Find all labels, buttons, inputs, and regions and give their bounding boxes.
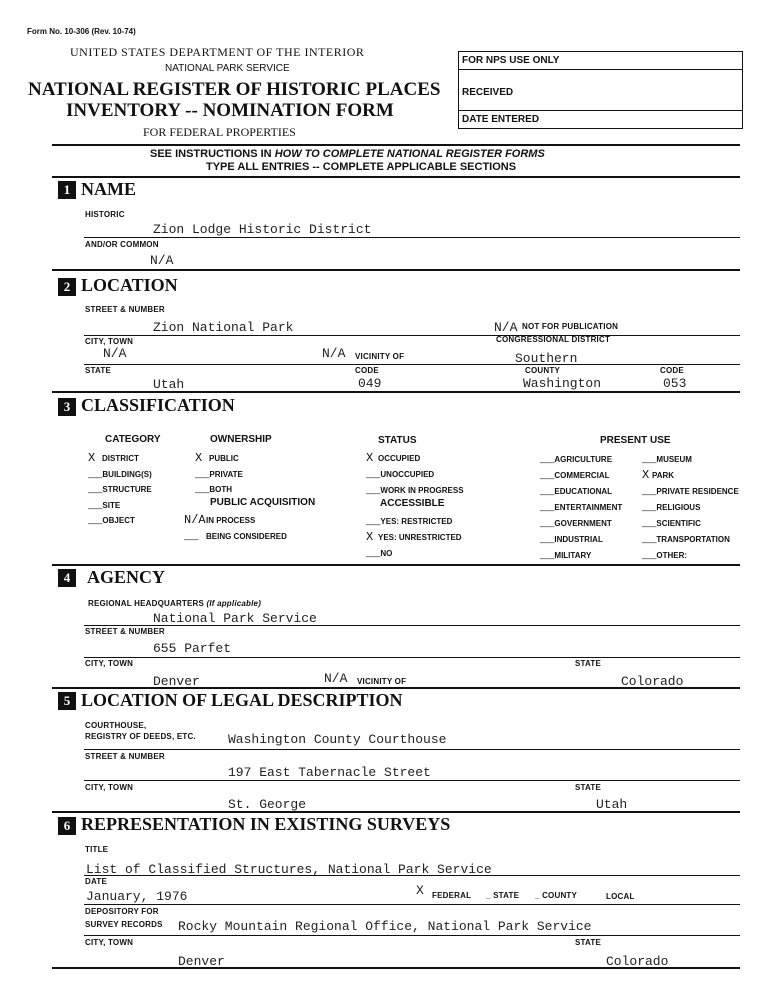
option-label: STRUCTURE: [102, 485, 152, 494]
agency-street: 655 Parfet: [153, 641, 232, 656]
agency-vicinity-label: VICINITY OF: [357, 677, 407, 686]
option-label: SCIENTIFIC: [656, 519, 701, 528]
survey-title-label: TITLE: [85, 845, 109, 854]
survey-date-label: DATE: [85, 877, 107, 886]
option-item: [642, 484, 739, 498]
option-mark: __: [184, 529, 199, 543]
survey-city: Denver: [178, 954, 225, 969]
form-number: Form No. 10-306 (Rev. 10-74): [27, 27, 136, 36]
option-mark: __: [540, 532, 555, 546]
instructions-line2: TYPE ALL ENTRIES -- COMPLETE APPLICABLE SECTIONS: [206, 161, 517, 173]
option-item: [88, 498, 120, 512]
option-label: PRIVATE RESIDENCE: [656, 487, 739, 496]
option-item: [540, 548, 591, 562]
option-item: [366, 467, 434, 481]
location-state-code: 049: [358, 376, 382, 391]
option-label: OCCUPIED: [378, 454, 421, 463]
courthouse: Washington County Courthouse: [228, 732, 447, 747]
option-mark: __: [366, 514, 381, 528]
option-mark: __: [88, 466, 103, 481]
common-label: AND/OR COMMON: [85, 240, 159, 249]
section-6-title: REPRESENTATION IN EXISTING SURVEYS: [81, 814, 451, 834]
option-mark: __: [642, 484, 657, 498]
option-item: [88, 451, 139, 465]
option-label: ENTERTAINMENT: [554, 503, 623, 512]
option-label: NO: [380, 549, 393, 558]
option-label: OBJECT: [102, 516, 135, 525]
option-mark: __: [540, 484, 555, 498]
agency-state-label: STATE: [575, 659, 602, 668]
option-item: [540, 516, 612, 530]
instructions-line1: SEE INSTRUCTIONS IN HOW TO COMPLETE NATIONAL REGISTER FORMS: [150, 148, 545, 160]
location-street-label: STREET & NUMBER: [85, 305, 165, 314]
form-title-line2: INVENTORY -- NOMINATION FORM: [66, 100, 394, 121]
option-label: RELIGIOUS: [656, 503, 701, 512]
option-mark: __: [540, 468, 555, 482]
option-label: INDUSTRIAL: [554, 535, 603, 544]
survey-date: January, 1976: [86, 889, 188, 904]
option-item: [540, 468, 610, 482]
location-county-label: COUNTY: [525, 366, 560, 375]
regional-hq-label: REGIONAL HEADQUARTERS (If applicable): [88, 599, 262, 608]
accessible-heading: ACCESSIBLE: [380, 498, 445, 509]
legal-street-label: STREET & NUMBER: [85, 752, 165, 761]
depository-label-1: DEPOSITORY FOR: [85, 907, 159, 916]
option-item: [642, 500, 700, 514]
option-label: OTHER:: [656, 551, 688, 560]
location-code-label: CODE: [355, 366, 379, 375]
option-item: [540, 452, 612, 466]
congressional-district-label: CONGRESSIONAL DISTRICT: [496, 335, 611, 344]
form-title-line1: NATIONAL REGISTER OF HISTORIC PLACES: [28, 79, 441, 100]
location-vicinity-value: N/A: [322, 346, 346, 361]
option-item: [184, 529, 287, 543]
option-item: [88, 482, 152, 496]
common-name: N/A: [150, 253, 174, 268]
county-option: _ COUNTY: [535, 891, 578, 900]
option-label: PUBLIC: [209, 454, 239, 463]
federal-mark: X: [416, 883, 424, 898]
category-heading: CATEGORY: [105, 434, 161, 445]
option-label: IN PROCESS: [206, 516, 256, 525]
location-county-code: 053: [663, 376, 687, 391]
option-mark: __: [366, 467, 381, 481]
option-item: [195, 467, 243, 481]
option-mark: X: [195, 451, 203, 465]
option-mark: __: [88, 497, 103, 512]
service-heading: NATIONAL PARK SERVICE: [165, 63, 290, 74]
option-label: YES: RESTRICTED: [380, 517, 453, 526]
option-item: [88, 513, 135, 527]
courthouse-label-1: COURTHOUSE,: [85, 721, 147, 730]
agency-city: Denver: [153, 674, 200, 689]
form-subtitle: FOR FEDERAL PROPERTIES: [143, 125, 296, 139]
section-4-number: 4: [58, 569, 76, 587]
option-item: [88, 467, 152, 481]
public-acquisition-heading: PUBLIC ACQUISITION: [210, 497, 316, 508]
courthouse-label-2: REGISTRY OF DEEDS, ETC.: [85, 732, 196, 741]
not-for-publication-label: NOT FOR PUBLICATION: [522, 322, 619, 331]
location-street: Zion National Park: [153, 320, 294, 335]
ownership-heading: OWNERSHIP: [210, 434, 272, 445]
section-4-title: AGENCY: [87, 567, 166, 587]
nps-use-title: FOR NPS USE ONLY: [462, 55, 560, 66]
option-mark: X: [366, 451, 374, 465]
section-3-title: CLASSIFICATION: [81, 395, 235, 415]
section-5-title: LOCATION OF LEGAL DESCRIPTION: [81, 690, 403, 710]
legal-city: St. George: [228, 797, 307, 812]
option-label: BEING CONSIDERED: [206, 532, 287, 541]
option-label: AGRICULTURE: [554, 455, 613, 464]
option-item: [642, 516, 701, 530]
option-item: [366, 530, 462, 544]
state-option: _ STATE: [486, 891, 520, 900]
option-mark: X: [366, 530, 374, 544]
option-mark: __: [642, 500, 657, 514]
option-mark: __: [642, 548, 657, 562]
option-label: PARK: [652, 471, 675, 480]
agency-vicinity-value: N/A: [324, 671, 348, 686]
option-mark: __: [195, 482, 210, 496]
option-mark: __: [540, 452, 555, 466]
option-item: [184, 513, 255, 527]
option-label: TRANSPORTATION: [656, 535, 730, 544]
option-mark: __: [88, 482, 103, 496]
location-state-label: STATE: [85, 366, 112, 375]
received-label: RECEIVED: [462, 87, 514, 98]
option-label: MUSEUM: [656, 455, 692, 464]
option-label: GOVERNMENT: [554, 519, 612, 528]
option-item: [540, 532, 603, 546]
legal-state: Utah: [596, 797, 628, 812]
option-mark: __: [88, 513, 103, 527]
survey-state-label: STATE: [575, 938, 602, 947]
option-mark: __: [540, 500, 555, 514]
section-5-number: 5: [58, 692, 76, 710]
location-county-code-label: CODE: [660, 366, 684, 375]
option-item: [366, 514, 452, 528]
section-6-number: 6: [58, 817, 76, 835]
historic-name: Zion Lodge Historic District: [153, 222, 372, 237]
option-label: BUILDING(S): [102, 469, 152, 479]
option-label: PRIVATE: [209, 469, 243, 479]
status-heading: STATUS: [378, 435, 417, 446]
option-label: MILITARY: [554, 551, 592, 560]
option-label: DISTRICT: [102, 454, 139, 463]
date-entered-label: DATE ENTERED: [462, 114, 540, 125]
location-city: N/A: [103, 346, 127, 361]
option-mark: X: [88, 451, 96, 465]
option-mark: __: [540, 516, 555, 530]
depository-label-2: SURVEY RECORDS: [85, 920, 163, 929]
option-item: [642, 532, 730, 546]
survey-state: Colorado: [606, 954, 669, 969]
option-label: UNOCCUPIED: [380, 470, 435, 479]
legal-city-label: CITY, TOWN: [85, 783, 134, 792]
option-mark: X: [642, 468, 650, 482]
section-1-title: NAME: [81, 179, 136, 199]
local-option: LOCAL: [606, 892, 635, 901]
option-item: [195, 482, 232, 496]
option-item: [642, 468, 674, 482]
option-mark: __: [642, 532, 657, 546]
location-city-label: CITY, TOWN: [85, 337, 134, 346]
survey-city-label: CITY, TOWN: [85, 938, 134, 947]
historic-label: HISTORIC: [85, 210, 125, 219]
location-vicinity-label: VICINITY OF: [355, 352, 405, 361]
option-item: [540, 484, 612, 498]
section-3-number: 3: [58, 398, 76, 416]
option-mark: __: [540, 548, 555, 562]
survey-title: List of Classified Structures, National Park Service: [86, 862, 492, 877]
option-item: [642, 452, 692, 466]
location-state: Utah: [153, 377, 185, 392]
section-1-number: 1: [58, 181, 76, 199]
option-item: [540, 500, 622, 514]
agency-state: Colorado: [621, 674, 684, 689]
regional-hq: National Park Service: [153, 611, 317, 626]
option-label: SITE: [102, 500, 121, 510]
congressional-district: Southern: [515, 351, 578, 366]
option-item: [366, 483, 464, 497]
agency-city-label: CITY, TOWN: [85, 659, 134, 668]
option-item: [366, 451, 420, 465]
option-mark: __: [366, 546, 381, 560]
option-item: [642, 548, 687, 562]
option-mark: __: [642, 516, 657, 530]
nps-use-box: [458, 51, 743, 129]
legal-state-label: STATE: [575, 783, 602, 792]
section-2-number: 2: [58, 278, 76, 296]
depository: Rocky Mountain Regional Office, National Park Service: [178, 919, 592, 934]
not-for-publication-value: N/A: [494, 320, 518, 335]
option-item: [195, 451, 239, 465]
option-label: EDUCATIONAL: [554, 487, 613, 496]
option-mark: __: [642, 452, 657, 466]
agency-street-label: STREET & NUMBER: [85, 627, 165, 636]
section-2-title: LOCATION: [81, 275, 178, 295]
option-label: COMMERCIAL: [554, 471, 610, 480]
legal-street: 197 East Tabernacle Street: [228, 765, 431, 780]
option-label: BOTH: [209, 485, 233, 494]
location-county: Washington: [523, 376, 602, 391]
option-mark: __: [366, 483, 381, 497]
federal-option: FEDERAL: [432, 891, 472, 900]
dept-heading: UNITED STATES DEPARTMENT OF THE INTERIOR: [70, 45, 365, 59]
option-mark: __: [195, 466, 210, 481]
option-item: [366, 546, 392, 560]
option-mark: N/A: [184, 513, 206, 527]
present-use-heading: PRESENT USE: [600, 435, 671, 446]
option-label: YES: UNRESTRICTED: [378, 533, 462, 542]
option-label: WORK IN PROGRESS: [380, 486, 464, 495]
